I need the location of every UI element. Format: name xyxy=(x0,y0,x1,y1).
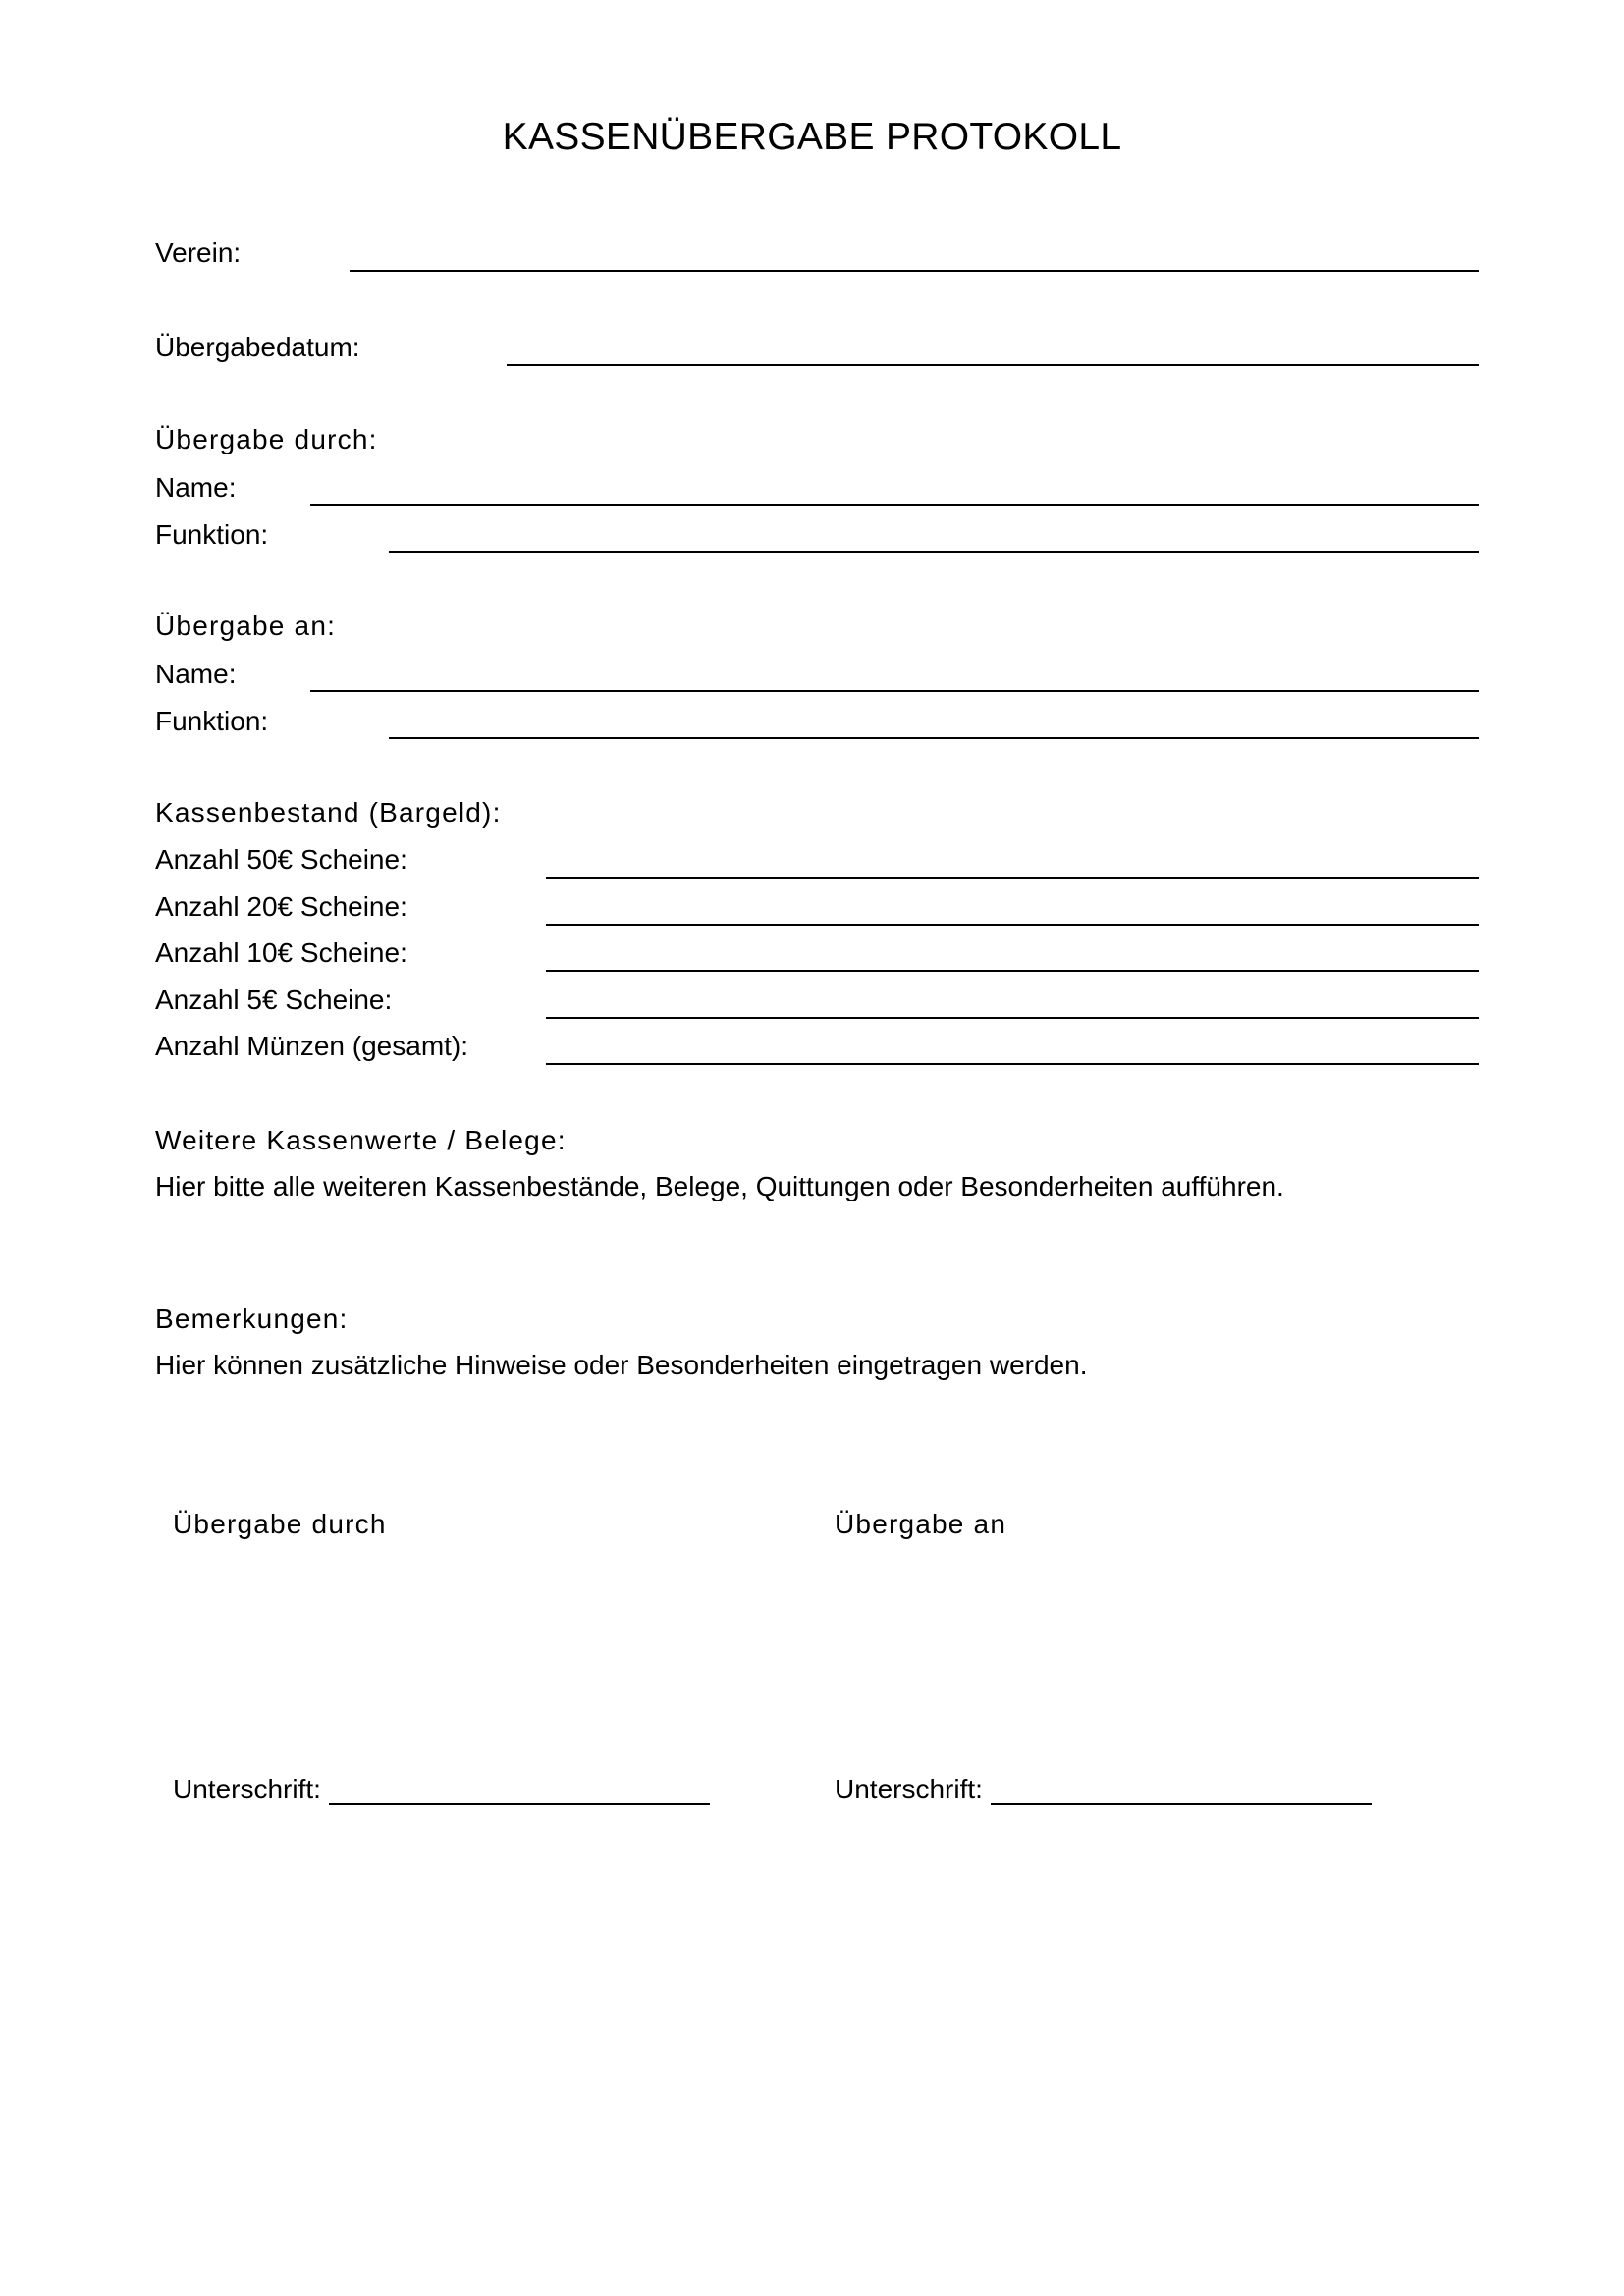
handover-by-heading: Übergabe durch: xyxy=(155,424,378,454)
cash-heading: Kassenbestand (Bargeld): xyxy=(155,797,502,828)
handover-by-name-label: Name: xyxy=(155,472,237,503)
uebergabedatum-label: Übergabedatum: xyxy=(155,332,360,362)
signature-right-field[interactable] xyxy=(991,1780,1372,1805)
cash-coins-field[interactable] xyxy=(546,1063,1479,1065)
handover-by-funktion-field[interactable] xyxy=(389,551,1479,553)
cash-10-field[interactable] xyxy=(546,970,1479,972)
further-text: Hier bitte alle weiteren Kassenbestände, Belege, Quittungen oder Besonderheiten aufführen. xyxy=(155,1171,1284,1201)
handover-to-funktion-label: Funktion: xyxy=(155,706,269,736)
signature-right-heading: Übergabe an xyxy=(835,1509,1007,1539)
handover-to-heading: Übergabe an: xyxy=(155,611,337,641)
cash-row-label: Anzahl Münzen (gesamt): xyxy=(155,1031,469,1061)
handover-by-name-field[interactable] xyxy=(310,504,1479,506)
remarks-heading: Bemerkungen: xyxy=(155,1304,349,1334)
cash-row-label: Anzahl 20€ Scheine: xyxy=(155,891,407,922)
uebergabedatum-field[interactable] xyxy=(507,364,1479,366)
cash-row-label: Anzahl 5€ Scheine: xyxy=(155,985,393,1015)
handover-to-name-label: Name: xyxy=(155,659,237,689)
signature-left-label: Unterschrift: xyxy=(173,1774,321,1804)
cash-row-label: Anzahl 50€ Scheine: xyxy=(155,844,407,875)
verein-label: Verein: xyxy=(155,238,242,268)
handover-to-name-field[interactable] xyxy=(310,690,1479,692)
verein-field[interactable] xyxy=(350,270,1479,272)
cash-row-label: Anzahl 10€ Scheine: xyxy=(155,937,407,968)
signature-left-field[interactable] xyxy=(329,1780,710,1805)
handover-by-funktion-label: Funktion: xyxy=(155,519,269,550)
remarks-text: Hier können zusätzliche Hinweise oder Besonderheiten eingetragen werden. xyxy=(155,1350,1088,1380)
signature-left-heading: Übergabe durch xyxy=(173,1509,387,1539)
further-heading: Weitere Kassenwerte / Belege: xyxy=(155,1125,567,1155)
signature-right-label: Unterschrift: xyxy=(835,1774,983,1804)
document-title: KASSENÜBERGABE PROTOKOLL xyxy=(502,116,1122,158)
cash-20-field[interactable] xyxy=(546,924,1479,926)
signature-left-row xyxy=(173,1774,710,1805)
signature-right-row xyxy=(835,1774,1372,1805)
cash-50-field[interactable] xyxy=(546,877,1479,879)
cash-5-field[interactable] xyxy=(546,1017,1479,1019)
handover-to-funktion-field[interactable] xyxy=(389,737,1479,739)
